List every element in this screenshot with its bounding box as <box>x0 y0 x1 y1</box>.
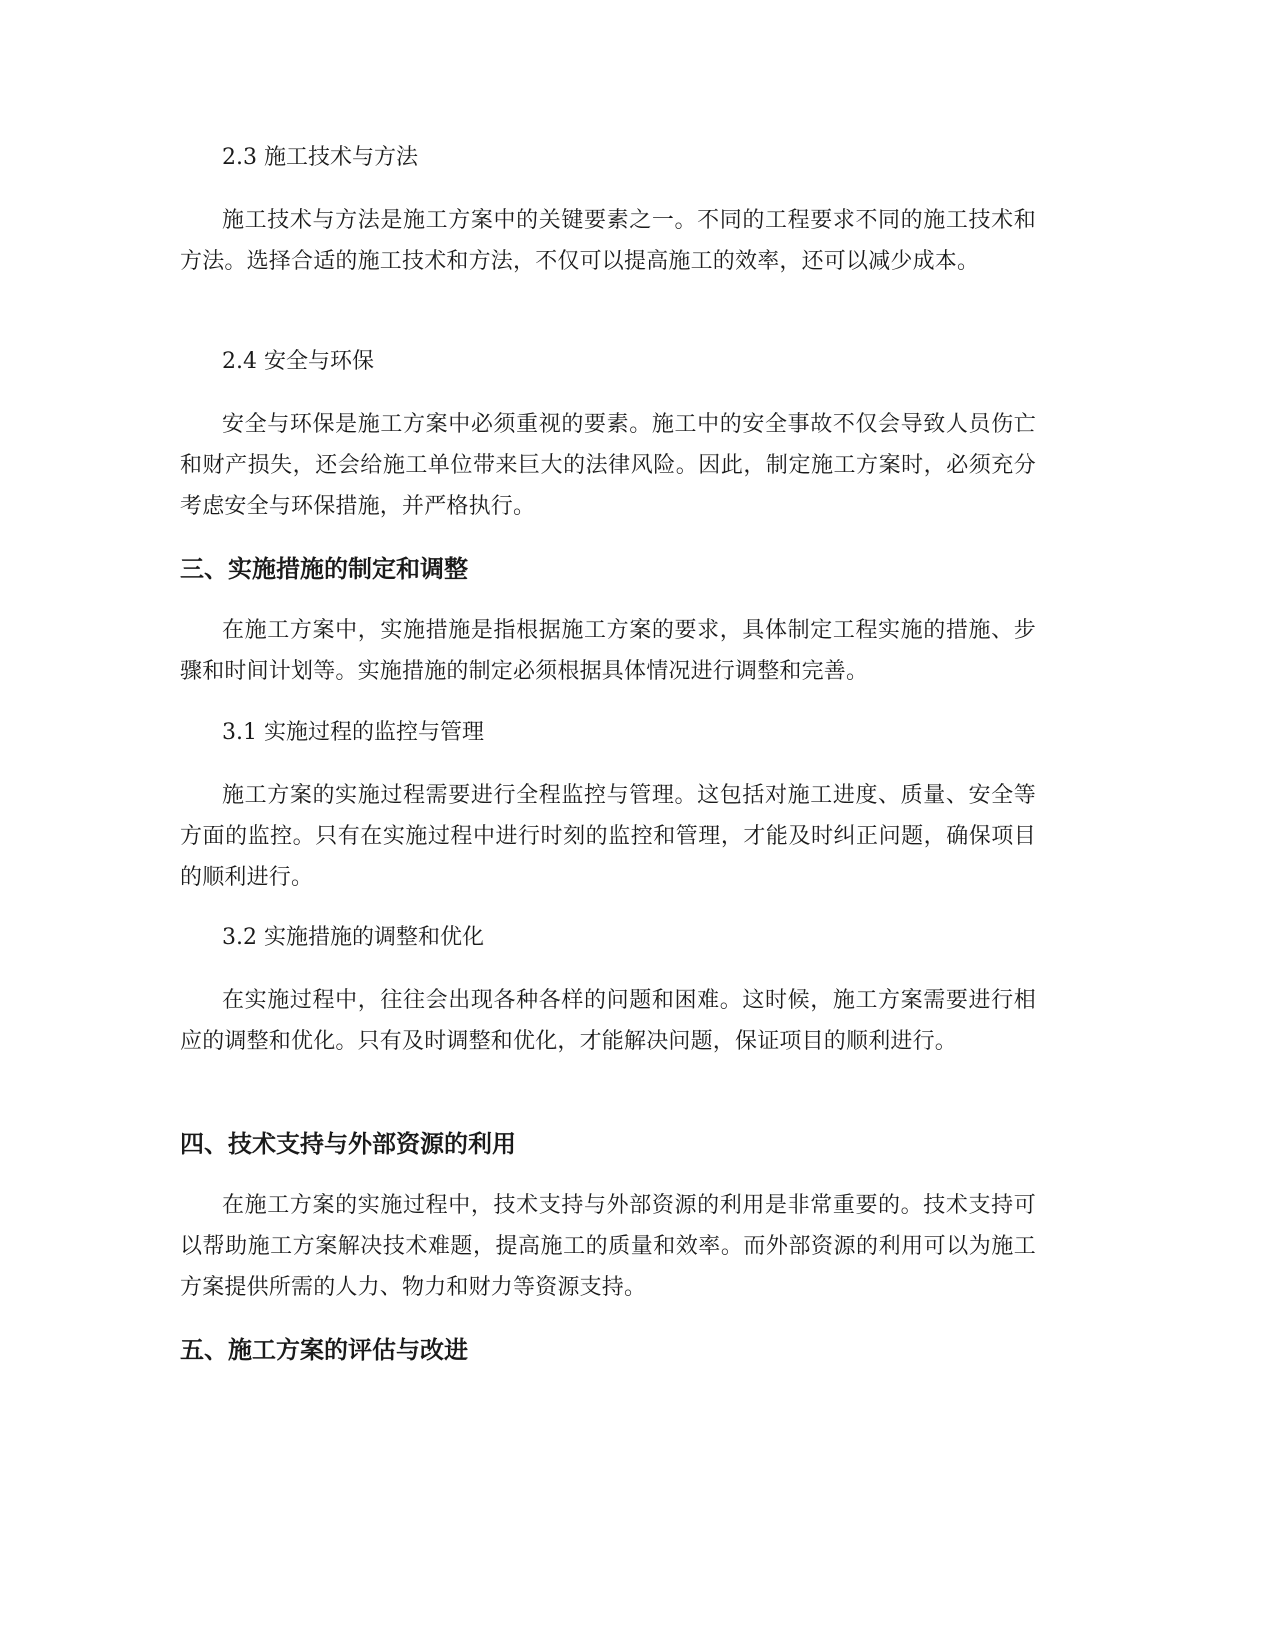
section-heading-5: 五、施工方案的评估与改进 <box>180 1336 468 1364</box>
subsection-title-3-2: 3.2 实施措施的调整和优化 <box>222 925 484 950</box>
subsection-title-2-3: 2.3 施工技术与方法 <box>222 145 418 170</box>
paragraph-3-2: 在实施过程中，往往会出现各种各样的问题和困难。这时候，施工方案需要进行相应的调整和优化。只有及时调整和优化，才能解决问题，保证项目的顺利进行。 <box>180 988 1036 1054</box>
paragraph-2-3: 施工技术与方法是施工方案中的关键要素之一。不同的工程要求不同的施工技术和方法。选择合适的施工技术和方法，不仅可以提高施工的效率，还可以减少成本。 <box>180 208 1036 274</box>
section-heading-3: 三、实施措施的制定和调整 <box>180 555 468 583</box>
subsection-title-3-1: 3.1 实施过程的监控与管理 <box>222 720 484 745</box>
paragraph-2-4: 安全与环保是施工方案中必须重视的要素。施工中的安全事故不仅会导致人员伤亡和财产损失，还会给施工单位带来巨大的法律风险。因此，制定施工方案时，必须充分考虑安全与环保措施，并严格执行。 <box>180 412 1036 519</box>
subsection-title-2-4: 2.4 安全与环保 <box>222 349 374 374</box>
paragraph-4: 在施工方案的实施过程中，技术支持与外部资源的利用是非常重要的。技术支持可以帮助施工方案解决技术难题，提高施工的质量和效率。而外部资源的利用可以为施工方案提供所需的人力、物力和财力等资源支持。 <box>180 1193 1036 1300</box>
paragraph-3: 在施工方案中，实施措施是指根据施工方案的要求，具体制定工程实施的措施、步骤和时间计划等。实施措施的制定必须根据具体情况进行调整和完善。 <box>180 618 1036 684</box>
section-heading-4: 四、技术支持与外部资源的利用 <box>180 1130 516 1158</box>
paragraph-3-1: 施工方案的实施过程需要进行全程监控与管理。这包括对施工进度、质量、安全等方面的监控。只有在实施过程中进行时刻的监控和管理，才能及时纠正问题，确保项目的顺利进行。 <box>180 783 1036 890</box>
